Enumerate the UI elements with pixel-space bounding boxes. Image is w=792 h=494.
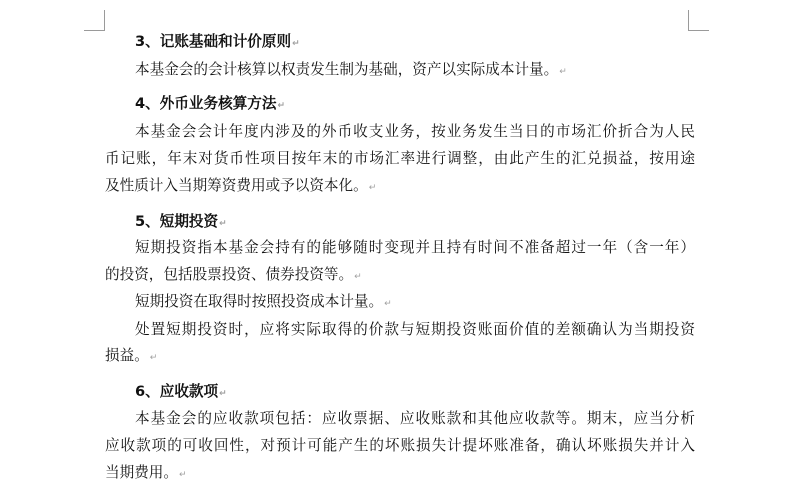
section-6-line-3: 当期费用。↵ xyxy=(105,464,187,481)
paragraph-mark-icon: ↵ xyxy=(178,470,187,480)
crop-mark-top-right xyxy=(688,10,709,31)
section-5-p2: 短期投资在取得时按照投资成本计量。↵ xyxy=(135,293,392,310)
section-4-line-3: 及性质计入当期筹资费用或予以资本化。↵ xyxy=(105,177,377,194)
section-heading-6: 6、应收款项↵ xyxy=(135,383,227,400)
section-5-p1-line-1: 短期投资指本基金会持有的能够随时变现并且持有时间不准备超过一年（含一年） xyxy=(135,239,695,256)
crop-mark-top-left xyxy=(84,10,105,31)
section-6-line-2: 应收款项的可收回性，对预计可能产生的坏账损失计提坏账准备，确认坏账损失并计入 xyxy=(105,437,695,454)
paragraph-mark-icon: ↵ xyxy=(219,389,227,399)
section-heading-4: 4、外币业务核算方法↵ xyxy=(135,95,286,112)
section-5-p3-line-2: 损益。↵ xyxy=(105,347,158,364)
section-5-p1-line-2: 的投资，包括股票投资、债券投资等。↵ xyxy=(105,266,362,283)
section-heading-3: 3、记账基础和计价原则↵ xyxy=(135,33,300,50)
paragraph-mark-icon: ↵ xyxy=(149,353,158,363)
paragraph-mark-icon: ↵ xyxy=(292,39,300,49)
section-6-line-1: 本基金会的应收款项包括：应收票据、应收账款和其他应收款等。期末，应当分析 xyxy=(135,410,695,427)
section-heading-5: 5、短期投资↵ xyxy=(135,213,227,230)
section-4-line-1: 本基金会会计年度内涉及的外币收支业务，按业务发生当日的市场汇价折合为人民 xyxy=(135,123,695,140)
section-4-line-2: 币记账，年末对货币性项目按年末的市场汇率进行调整，由此产生的汇兑损益，按用途 xyxy=(105,150,695,167)
paragraph-mark-icon: ↵ xyxy=(559,67,567,77)
section-3-paragraph: 本基金会的会计核算以权责发生制为基础，资产以实际成本计量。↵ xyxy=(135,61,567,78)
paragraph-mark-icon: ↵ xyxy=(277,101,286,111)
paragraph-mark-icon: ↵ xyxy=(354,272,362,282)
paragraph-mark-icon: ↵ xyxy=(368,183,377,193)
section-5-p3-line-1: 处置短期投资时，应将实际取得的价款与短期投资账面价值的差额确认为当期投资 xyxy=(135,321,695,338)
paragraph-mark-icon: ↵ xyxy=(219,219,227,229)
paragraph-mark-icon: ↵ xyxy=(384,299,392,309)
